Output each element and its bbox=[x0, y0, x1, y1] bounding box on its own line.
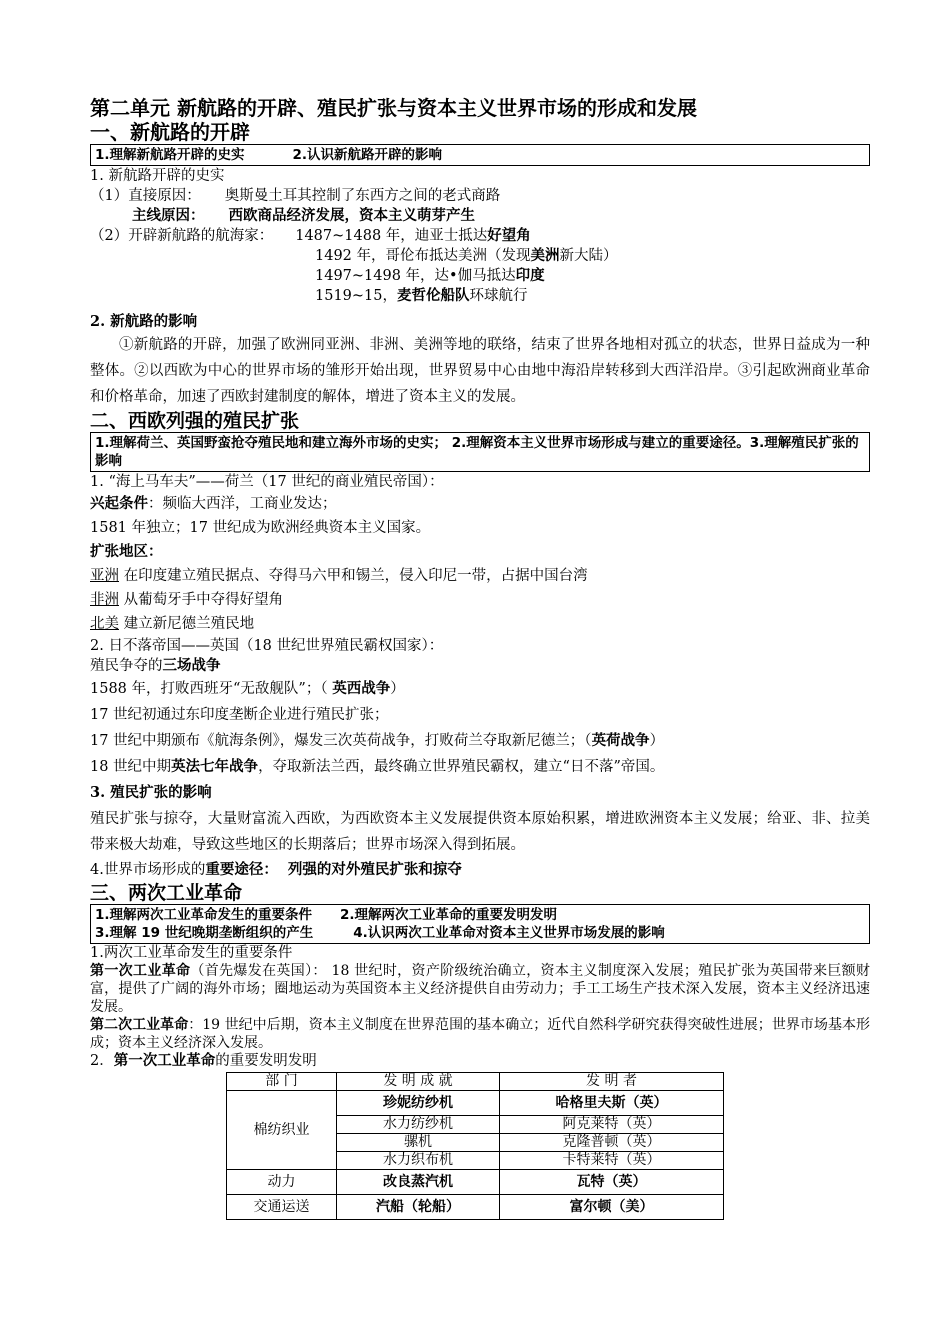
navigators-row-1: （2）开辟新航路的航海家： 1487~1488 年，迪亚士抵达好望角 bbox=[90, 227, 531, 244]
rise-conditions: 兴起条件：频临大西洋，工商业发达； bbox=[90, 495, 337, 512]
s1-point-1-title: 1. 新航路开辟的史实 bbox=[90, 168, 225, 184]
table-header-row bbox=[227, 1073, 724, 1091]
section-1-heading: 一、新航路的开辟 bbox=[90, 120, 250, 144]
header-inventor: 发 明 者 bbox=[500, 1073, 724, 1091]
s2-point-2-title: 2. 日不落帝国——英国（18 世纪世界殖民霸权国家）： bbox=[90, 638, 444, 654]
requirement-2: 2.认识新航路开辟的影响 bbox=[292, 147, 443, 163]
s3-point-2-title: 2．第一次工业革命的重要发明发明 bbox=[90, 1052, 317, 1069]
invention-cell: 骡机 bbox=[337, 1134, 500, 1152]
s1-point-2-title: 2. 新航路的影响 bbox=[90, 313, 198, 330]
inventions-table bbox=[226, 1072, 724, 1220]
header-department: 部 门 bbox=[227, 1073, 337, 1091]
s3-point-1-title: 1.两次工业革命发生的重要条件 bbox=[90, 945, 293, 961]
navigators-row-4: 1519~15，麦哲伦船队环球航行 bbox=[315, 287, 528, 304]
inventor-cell: 瓦特（英） bbox=[500, 1170, 724, 1195]
invention-cell: 水力织布机 bbox=[337, 1152, 500, 1170]
table-row bbox=[227, 1170, 724, 1195]
unit-title: 第二单元 新航路的开辟、殖民扩张与资本主义世界市场的形成和发展 bbox=[90, 96, 697, 120]
invention-cell: 汽船（轮船） bbox=[337, 1195, 500, 1220]
invention-cell: 改良蒸汽机 bbox=[337, 1170, 500, 1195]
s2-point-3-text: 殖民扩张与掠夺，大量财富流入西欧，为西欧资本主义发展提供资本原始积累，增进欧洲资本主义发展；给亚、非、拉美带来极大劫难，导致这些地区的长期落后；世界市场深入得到拓展。 bbox=[90, 811, 870, 853]
dept-textile: 棉纺织业 bbox=[227, 1091, 337, 1170]
section-3-requirements: 1.理解两次工业革命发生的重要条件 2.理解两次工业革命的重要发明发明 3.理解 19 世纪晚期垄断组织的产生 4.认识两次工业革命对资本主义世界市场发展的影响 bbox=[90, 904, 870, 944]
inventor-cell: 卡特莱特（英） bbox=[500, 1152, 724, 1170]
dept-power: 动力 bbox=[227, 1170, 337, 1195]
inventor-cell: 阿克莱特（英） bbox=[500, 1116, 724, 1134]
expansion-areas-label: 扩张地区： bbox=[90, 543, 163, 560]
war-1: 1588 年，打败西班牙“无敌舰队”；（ 英西战争） bbox=[90, 680, 405, 697]
table-row bbox=[227, 1195, 724, 1220]
first-revolution-conditions: 第一次工业革命（首先爆发在英国）： 18 世纪时，资产阶级统治确立，资本主义制度深入发展；殖民扩张为英国带来巨额财富，提供了广阔的海外市场；圈地运动为英国资本主义经济提供自由劳动力；手工工场生产技术深入发展，资本主义经济迅速发展。 bbox=[90, 963, 870, 1015]
inventor-cell: 富尔顿（美） bbox=[500, 1195, 724, 1220]
dept-transport: 交通运送 bbox=[227, 1195, 337, 1220]
war-3: 18 世纪中期英法七年战争，夺取新法兰西，最终确立世界殖民霸权，建立“日不落”帝国。 bbox=[90, 758, 665, 775]
s1-point-2-text: ①新航路的开辟，加强了欧洲同亚洲、非洲、美洲等地的联络，结束了世界各地相对孤立的状态，世界日益成为一种整体。②以西欧为中心的世界市场的雏形开始出现，世界贸易中心由地中海沿岸转移到大西洋沿岸。③引起欧洲商业革命和价格革命，加速了西欧封建制度的解体，增进了资本主义的发展。 bbox=[90, 337, 870, 405]
table-row bbox=[227, 1091, 724, 1116]
invention-cell: 水力纺纱机 bbox=[337, 1116, 500, 1134]
area-asia: 亚洲 在印度建立殖民据点、夺得马六甲和锡兰，侵入印尼一带，占据中国台湾 bbox=[90, 568, 588, 584]
section-2-requirements: 1.理解荷兰、英国野蛮抢夺殖民地和建立海外市场的史实； 2.理解资本主义世界市场形成与建立的重要途径。3.理解殖民扩张的影响 bbox=[90, 432, 870, 472]
section-2-heading: 二、西欧列强的殖民扩张 bbox=[90, 410, 300, 432]
main-cause: 主线原因： 西欧商品经济发展，资本主义萌芽产生 bbox=[132, 207, 475, 224]
navigators-row-3: 1497~1498 年，达•伽马抵达印度 bbox=[315, 267, 545, 284]
section-3-heading: 三、两次工业革命 bbox=[90, 882, 243, 904]
invention-cell: 珍妮纺纱机 bbox=[337, 1091, 500, 1116]
second-revolution-conditions: 第二次工业革命：19 世纪中后期，资本主义制度在世界范围的基本确立；近代自然科学研究获得突破性进展；世界市场基本形成；资本主义经济深入发展。 bbox=[90, 1017, 871, 1051]
inventor-cell: 哈格里夫斯（英） bbox=[500, 1091, 724, 1116]
document-page bbox=[90, 96, 870, 1220]
independence: 1581 年独立；17 世纪成为欧洲经典资本主义国家。 bbox=[90, 520, 431, 536]
direct-cause: （1）直接原因： 奥斯曼土耳其控制了东西方之间的老式商路 bbox=[90, 188, 501, 204]
inventor-cell: 克隆普顿（英） bbox=[500, 1134, 724, 1152]
east-india-company: 17 世纪初通过东印度垄断企业进行殖民扩张； bbox=[90, 707, 389, 723]
section-1-requirements bbox=[90, 144, 870, 166]
area-africa: 非洲 从葡萄牙手中夺得好望角 bbox=[90, 592, 284, 608]
war-2: 17 世纪中期颁布《航海条例》，爆发三次英荷战争，打败荷兰夺取新尼德兰；（英荷战争） bbox=[90, 732, 665, 749]
three-wars: 殖民争夺的三场战争 bbox=[90, 657, 221, 674]
navigators-row-2: 1492 年，哥伦布抵达美洲（发现美洲新大陆） bbox=[315, 247, 618, 264]
s2-point-4: 4.世界市场形成的重要途径： 列强的对外殖民扩张和掠夺 bbox=[90, 861, 462, 878]
s2-point-3-title: 3. 殖民扩张的影响 bbox=[90, 784, 212, 801]
s2-point-1-title: 1. “海上马车夫”——荷兰（17 世纪的商业殖民帝国）： bbox=[90, 474, 444, 490]
area-north-america: 北美 建立新尼德兰殖民地 bbox=[90, 616, 255, 632]
header-invention: 发 明 成 就 bbox=[337, 1073, 500, 1091]
requirement-1: 1.理解新航路开辟的史实 bbox=[95, 147, 245, 163]
